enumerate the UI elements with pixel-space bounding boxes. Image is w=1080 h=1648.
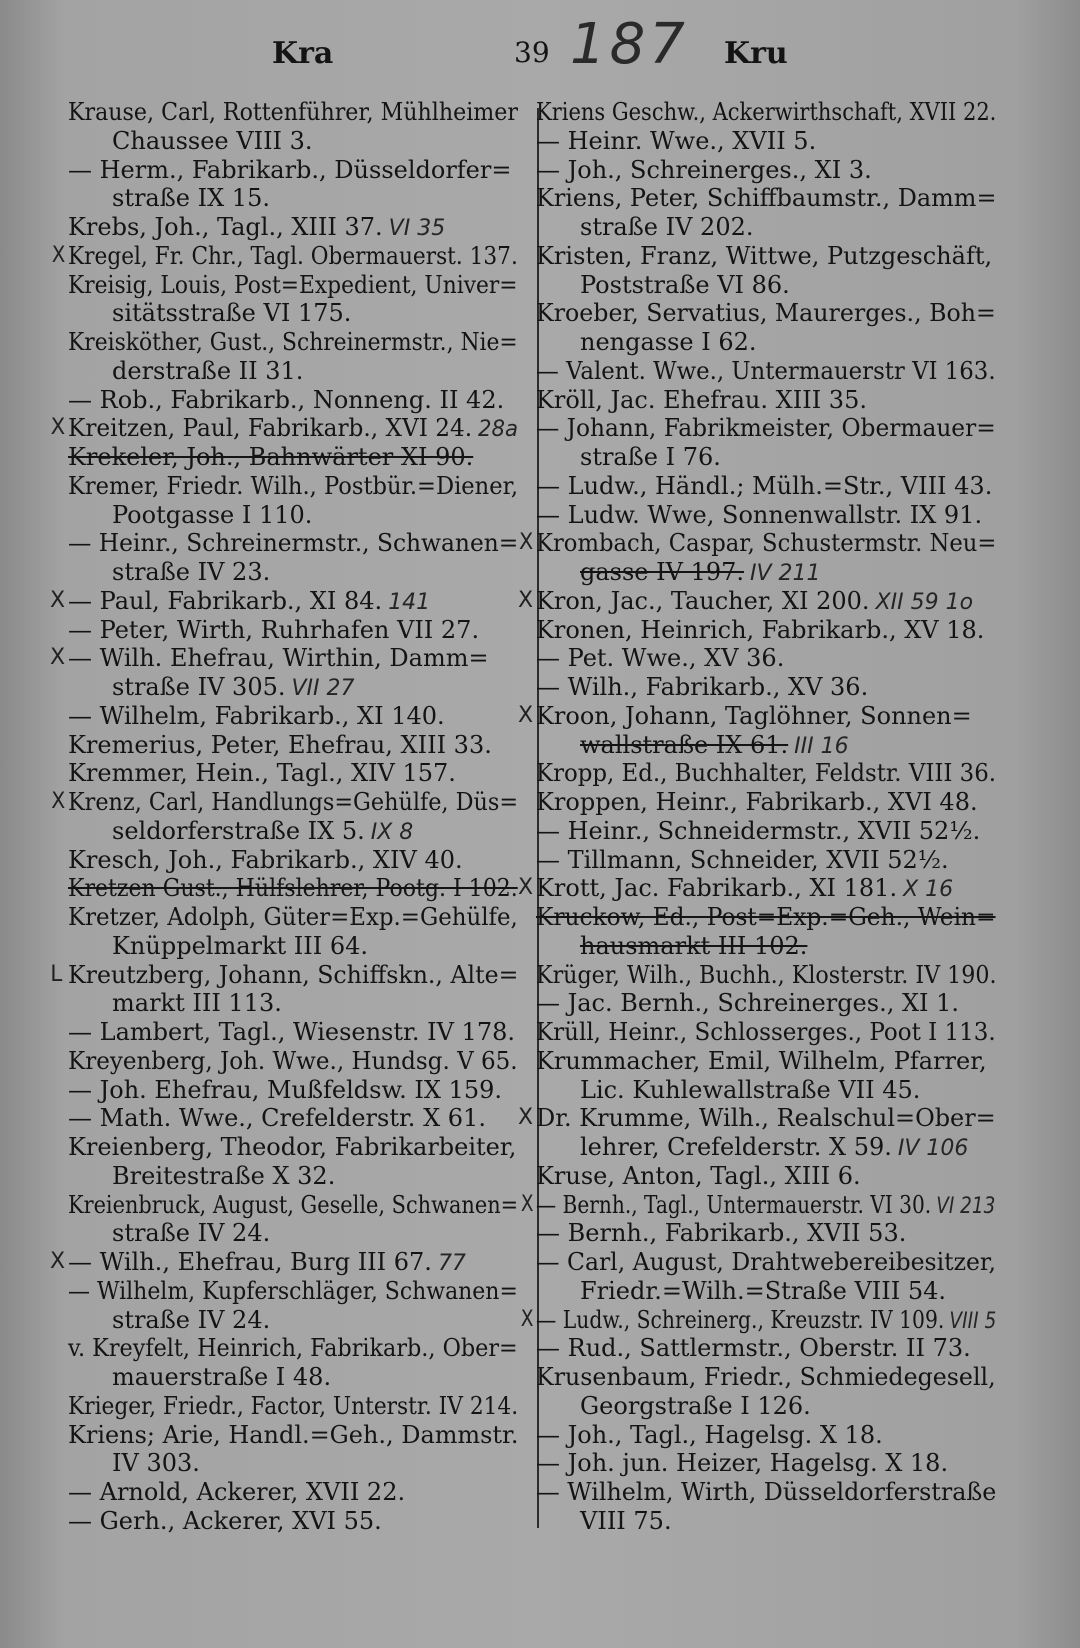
- entry-text: Krause, Carl, Rottenführer, Mühlheimer: [68, 98, 518, 126]
- entry-text: — Wilh. Ehefrau, Wirthin, Damm=: [68, 644, 489, 673]
- directory-entry-line: [68, 443, 518, 472]
- directory-entry-line: [50, 414, 519, 443]
- directory-entry-line: [536, 644, 996, 673]
- directory-entry-line: [536, 1248, 996, 1277]
- entry-text: — Joh., Schreinerges., XI 3.: [536, 155, 872, 184]
- directory-entry-line: [520, 1305, 997, 1335]
- directory-entry-line: [68, 1162, 518, 1191]
- directory-entry-line: [536, 184, 997, 213]
- entry-text: Kreyenberg, Joh. Wwe., Hundsg. V 65.: [68, 1046, 518, 1075]
- entry-text: seldorferstraße IX 5.: [112, 816, 365, 845]
- margin-mark: X: [51, 789, 66, 814]
- directory-entry-line: [50, 960, 519, 990]
- directory-entry-line: [520, 1190, 996, 1220]
- directory-entry-line: [68, 529, 519, 558]
- directory-entry-line: [536, 271, 996, 300]
- handwritten-annotation: 141: [388, 589, 431, 615]
- entry-text: Chaussee VIII 3.: [112, 126, 313, 155]
- entry-text: straße IV 24.: [112, 1219, 271, 1248]
- directory-entry-line: [68, 1219, 518, 1248]
- entry-text: — Carl, August, Drahtwebereibesitzer,: [536, 1248, 996, 1276]
- handwritten-annotation: VII 27: [291, 676, 355, 701]
- entry-text: Krebs, Joh., Tagl., XIII 37.: [68, 213, 383, 241]
- entry-text: Kremerius, Peter, Ehefrau, XIII 33.: [68, 730, 492, 759]
- handwritten-annotation: IV 106: [897, 1136, 969, 1161]
- handwritten-annotation: VI 213: [936, 1193, 996, 1219]
- entry-text: — Valent. Wwe., Untermauerstr VI 163.: [536, 356, 996, 385]
- margin-mark: X: [50, 587, 66, 613]
- directory-entry-line: [536, 328, 996, 357]
- entry-text: Pootgasse I 110.: [112, 500, 313, 529]
- entry-text: — Pet. Wwe., XV 36.: [536, 644, 785, 673]
- entry-text: Friedr.=Wilh.=Straße VIII 54.: [580, 1276, 947, 1305]
- entry-text: — Ludw. Wwe, Sonnenwallstr. IX 91.: [536, 500, 983, 529]
- directory-entry-line: [536, 1334, 996, 1363]
- entry-text: — Math. Wwe., Crefelderstr. X 61.: [68, 1104, 486, 1133]
- margin-mark: X: [518, 587, 534, 613]
- entry-text: — Tillmann, Schneider, XVII 52½.: [536, 845, 949, 874]
- directory-entry-line: [536, 903, 996, 932]
- directory-entry-line: [68, 673, 518, 702]
- directory-entry-line: [68, 1421, 517, 1450]
- entry-text: — Wilh., Fabrikarb., XV 36.: [536, 673, 869, 701]
- entry-text: Kresch, Joh., Fabrikarb., XIV 40.: [68, 845, 463, 874]
- entry-text: markt III 113.: [112, 989, 282, 1018]
- page-number: 39: [514, 36, 550, 69]
- entry-text: — Jac. Bernh., Schreinerges., XI 1.: [536, 989, 960, 1018]
- entry-text: — Joh. jun. Heizer, Hagelsg. X 18.: [536, 1449, 949, 1478]
- directory-entry-line: [536, 356, 996, 386]
- entry-text: Kretzer, Adolph, Güter=Exp.=Gehülfe,: [68, 903, 518, 931]
- entry-text: — Ludw., Schreinerg., Kreuzstr. IV 109.: [536, 1305, 945, 1334]
- entry-text: — Rob., Fabrikarb., Nonneng. II 42.: [68, 385, 505, 414]
- directory-entry-line: [68, 1104, 518, 1133]
- directory-entry-line: [536, 616, 996, 645]
- directory-entry-line: [536, 1219, 996, 1248]
- header-right-keyword: Kru: [724, 36, 788, 71]
- directory-entry-line: [536, 1363, 996, 1392]
- entry-text: Krusenbaum, Friedr., Schmiedegesell,: [536, 1363, 996, 1391]
- entry-text: Kregel, Fr. Chr., Tagl. Obermauerst. 137.: [68, 241, 518, 270]
- directory-entry-line: [68, 156, 518, 185]
- directory-entry-line: [68, 1133, 518, 1162]
- directory-entry-line: [536, 472, 996, 501]
- entry-text: — Lambert, Tagl., Wiesenstr. IV 178.: [68, 1018, 515, 1046]
- margin-mark: X: [518, 702, 534, 728]
- handwritten-annotation: X 16: [903, 877, 954, 903]
- entry-text: Kruse, Anton, Tagl., XIII 6.: [536, 1161, 861, 1190]
- entry-text: Krüger, Wilh., Buchh., Klosterstr. IV 190.: [536, 960, 997, 989]
- directory-entry-line: [518, 586, 996, 616]
- entry-text: wallstraße IX 61.: [580, 730, 789, 759]
- directory-entry-line: [68, 903, 518, 932]
- handwritten-annotation: 77: [437, 1251, 466, 1276]
- entry-text: Krüll, Heinr., Schlosserges., Poot I 113.: [536, 1018, 996, 1046]
- directory-entry-line: [68, 299, 518, 328]
- entry-text: Kriens; Arie, Handl.=Geh., Dammstr.: [68, 1420, 519, 1449]
- directory-entry-line: [536, 501, 996, 530]
- directory-entry-line: [536, 1421, 996, 1450]
- entry-text: Krummacher, Emil, Wilhelm, Pfarrer,: [536, 1046, 987, 1075]
- directory-entry-line: [536, 1478, 997, 1507]
- entry-text: — Herm., Fabrikarb., Düsseldorfer=: [68, 155, 512, 184]
- page-header: [0, 12, 1080, 90]
- entry-text: v. Kreyfelt, Heinrich, Fabrikarb., Ober=: [68, 1334, 518, 1363]
- entry-text: — Wilh., Ehefrau, Burg III 67.: [68, 1248, 432, 1276]
- entry-text: sitätsstraße VI 175.: [112, 299, 352, 328]
- directory-entry-line: [68, 932, 518, 961]
- entry-text: — Paul, Fabrikarb., XI 84.: [68, 586, 383, 615]
- entry-text: Georgstraße I 126.: [580, 1391, 811, 1420]
- directory-entry-line: [536, 989, 996, 1018]
- directory-entry-line: [50, 1248, 518, 1277]
- entry-text: — Gerh., Ackerer, XVI 55.: [68, 1506, 382, 1535]
- directory-entry-line: [68, 846, 518, 875]
- entry-text: Kroppen, Heinr., Fabrikarb., XVI 48.: [536, 788, 978, 816]
- header-left-keyword: Kra: [272, 36, 334, 71]
- entry-text: — Wilhelm, Wirth, Düsseldorferstraße: [536, 1478, 997, 1506]
- entry-text: — Ludw., Händl.; Mülh.=Str., VIII 43.: [536, 471, 993, 500]
- directory-entry-line: [68, 328, 518, 357]
- entry-text: — Rud., Sattlermstr., Oberstr. II 73.: [536, 1334, 971, 1363]
- entry-text: Knüppelmarkt III 64.: [112, 931, 369, 960]
- directory-entry-line: [536, 932, 996, 961]
- entry-text: Kremer, Friedr. Wilh., Postbür.=Diener,: [68, 471, 519, 500]
- directory-entry-line: [536, 1392, 996, 1421]
- directory-entry-line: [536, 1507, 996, 1536]
- directory-entry-line: [68, 1076, 518, 1105]
- entry-text: Kropp, Ed., Buchhalter, Feldstr. VIII 36.: [536, 759, 996, 788]
- directory-entry-line: [536, 1076, 996, 1105]
- entry-text: — Johann, Fabrikmeister, Obermauer=: [536, 414, 996, 443]
- directory-entry-line: [536, 1162, 996, 1191]
- entry-text: straße IV 24.: [112, 1305, 271, 1334]
- margin-mark: L: [50, 961, 63, 987]
- directory-entry-line: [68, 1306, 518, 1335]
- directory-entry-line: [68, 213, 518, 242]
- directory-entry-line: [51, 788, 519, 817]
- entry-text: Kruckow, Ed., Post=Exp.=Geh., Wein=: [536, 903, 996, 931]
- directory-entry-line: [68, 1449, 518, 1478]
- entry-text: Kröll, Jac. Ehefrau. XIII 35.: [536, 385, 867, 414]
- entry-text: — Arnold, Ackerer, XVII 22.: [68, 1478, 406, 1506]
- entry-text: VIII 75.: [580, 1506, 672, 1535]
- entry-text: Kreienberg, Theodor, Fabrikarbeiter,: [68, 1133, 517, 1161]
- entry-text: Kronen, Heinrich, Fabrikarb., XV 18.: [536, 615, 985, 644]
- directory-entry-line: [536, 386, 996, 415]
- margin-mark: X: [50, 1249, 66, 1274]
- directory-entry-line: [536, 242, 996, 271]
- entry-text: straße IV 23.: [112, 558, 271, 586]
- directory-entry-line: [68, 386, 518, 415]
- directory-entry-line: [536, 127, 996, 156]
- directory-entry-line: [536, 299, 996, 328]
- entry-text: Kremmer, Hein., Tagl., XIV 157.: [68, 759, 456, 788]
- directory-entry-line: [536, 846, 996, 875]
- directory-entry-line: [68, 817, 518, 846]
- entry-text: — Joh., Tagl., Hagelsg. X 18.: [536, 1420, 883, 1449]
- entry-text: Breitestraße X 32.: [112, 1161, 336, 1190]
- entry-text: Kreisköther, Gust., Schreinermstr., Nie=: [68, 328, 518, 356]
- entry-text: Kreutzberg, Johann, Schiffskn., Alte=: [68, 960, 519, 989]
- margin-mark: X: [518, 875, 534, 901]
- handwritten-annotation: VIII 5: [949, 1308, 997, 1334]
- directory-entry-line: [536, 443, 996, 472]
- entry-text: Kreitzen, Paul, Fabrikarb., XVI 24.: [68, 414, 473, 443]
- directory-entry-line: [68, 558, 518, 587]
- entry-text: straße IV 305.: [112, 673, 286, 701]
- entry-text: Kron, Jac., Taucher, XI 200.: [536, 586, 870, 615]
- directory-entry-line: [68, 270, 518, 300]
- entry-text: Kreisig, Louis, Post=Expedient, Univer=: [68, 270, 518, 299]
- directory-entry-line: [68, 184, 518, 213]
- entry-text: lehrer, Crefelderstr. X 59.: [580, 1133, 892, 1161]
- entry-text: straße I 76.: [580, 443, 721, 471]
- entry-text: — Heinr., Schreinermstr., Schwanen=: [68, 529, 519, 558]
- directory-entry-line: [536, 213, 996, 242]
- left-column: [50, 98, 519, 1536]
- entry-text: nengasse I 62.: [580, 328, 757, 356]
- directory-entry-line: [536, 1449, 996, 1478]
- entry-text: — Bernh., Fabrikarb., XVII 53.: [536, 1219, 907, 1248]
- directory-entry-line: [50, 586, 518, 616]
- directory-entry-line: [536, 673, 996, 702]
- directory-entry-line: [68, 1190, 519, 1220]
- entry-text: — Peter, Wirth, Ruhrhafen VII 27.: [68, 615, 480, 644]
- margin-mark: X: [520, 1306, 534, 1332]
- handwritten-page-number: 187: [570, 12, 689, 77]
- entry-text: — Wilhelm, Fabrikarb., XI 140.: [68, 701, 445, 730]
- directory-entry-line: [536, 98, 997, 127]
- handwritten-annotation: 28a: [477, 417, 519, 443]
- entry-text: Krekeler, Joh., Bahnwärter XI 90.: [68, 443, 474, 471]
- entry-text: Kreienbruck, August, Geselle, Schwanen=: [68, 1190, 519, 1219]
- handwritten-annotation: VI 35: [388, 216, 446, 241]
- directory-entry-line: [68, 98, 518, 127]
- entry-text: Kretzen Gust., Hülfslehrer, Pootg. I 102.: [68, 874, 518, 903]
- entry-text: — Bernh., Tagl., Untermauerstr. VI 30.: [536, 1190, 932, 1219]
- directory-entry-line: [68, 731, 518, 760]
- margin-mark: X: [518, 1105, 534, 1131]
- directory-entry-line: [68, 1046, 518, 1076]
- directory-entry-line: [68, 1507, 518, 1536]
- directory-entry-line: [518, 529, 997, 558]
- directory-entry-line: [536, 1047, 996, 1076]
- directory-entry-line: [68, 616, 518, 645]
- directory-entry-line: [68, 989, 518, 1018]
- entry-text: straße IX 15.: [112, 184, 270, 213]
- right-column: [518, 98, 997, 1536]
- directory-entry-line: [536, 558, 996, 587]
- directory-entry-line: [536, 414, 996, 443]
- handwritten-annotation: XII 59 1o: [875, 589, 974, 615]
- entry-text: mauerstraße I 48.: [112, 1363, 332, 1391]
- directory-entry-line: [68, 874, 518, 903]
- handwritten-annotation: III 16: [794, 733, 849, 759]
- directory-entry-line: [68, 501, 518, 530]
- entry-text: derstraße II 31.: [112, 356, 304, 385]
- entry-text: Kroeber, Servatius, Maurerges., Boh=: [536, 299, 996, 328]
- directory-entry-line: [68, 702, 518, 731]
- directory-entry-line: [536, 1277, 996, 1306]
- margin-mark: X: [50, 645, 66, 671]
- directory-entry-line: [50, 644, 518, 673]
- directory-entry-line: [518, 874, 996, 903]
- directory-entry-line: [536, 1018, 996, 1047]
- entry-text: Kristen, Franz, Wittwe, Putzgeschäft,: [536, 241, 993, 270]
- handwritten-annotation: IX 8: [370, 819, 414, 845]
- entry-text: Lic. Kuhlewallstraße VII 45.: [580, 1075, 921, 1104]
- directory-entry-line: [68, 357, 518, 386]
- directory-entry-line: [518, 701, 996, 731]
- entry-text: straße IV 202.: [580, 213, 754, 241]
- directory-entry-line: [68, 471, 519, 501]
- directory-entry-line: [536, 788, 996, 817]
- directory-entry-line: [68, 1334, 518, 1363]
- entry-text: Kriens Geschw., Ackerwirthschaft, XVII 22.: [536, 98, 997, 126]
- entry-text: gasse IV 197.: [580, 558, 745, 586]
- directory-entry-line: [536, 817, 996, 846]
- entry-text: Poststraße VI 86.: [580, 270, 790, 299]
- directory-entry-line: [68, 1276, 518, 1306]
- entry-text: Krieger, Friedr., Factor, Unterstr. IV 214.: [68, 1391, 519, 1420]
- directory-entry-line: [536, 1133, 996, 1162]
- entry-text: Dr. Krumme, Wilh., Realschul=Ober=: [536, 1104, 996, 1133]
- directory-entry-line: [536, 759, 996, 788]
- directory-entry-line: [68, 1391, 519, 1421]
- directory-entry-line: [536, 731, 996, 760]
- margin-mark: X: [50, 415, 66, 441]
- entry-text: hausmarkt III 102.: [580, 931, 808, 960]
- directory-entry-line: [68, 1018, 518, 1047]
- entry-text: — Heinr. Wwe., XVII 5.: [536, 126, 817, 155]
- directory-entry-line: [536, 156, 996, 185]
- directory-entry-line: [68, 127, 518, 156]
- directory-entry-line: [518, 1104, 996, 1133]
- entry-text: Krombach, Caspar, Schustermstr. Neu=: [536, 529, 997, 558]
- entry-text: Krenz, Carl, Handlungs=Gehülfe, Düs=: [68, 788, 519, 816]
- entry-text: Krott, Jac. Fabrikarb., XI 181.: [536, 874, 898, 903]
- directory-entry-line: [68, 1478, 518, 1507]
- margin-mark: X: [518, 530, 534, 556]
- handwritten-annotation: IV 211: [750, 561, 821, 586]
- margin-mark: X: [520, 1191, 534, 1217]
- entry-text: — Joh. Ehefrau, Mußfeldsw. IX 159.: [68, 1075, 503, 1104]
- margin-mark: X: [51, 242, 66, 268]
- entry-text: Kriens, Peter, Schiffbaumstr., Damm=: [536, 184, 997, 213]
- directory-entry-line: [536, 960, 997, 990]
- directory-entry-line: [68, 1363, 518, 1392]
- entry-text: Kroon, Johann, Taglöhner, Sonnen=: [536, 701, 972, 730]
- entry-text: — Wilhelm, Kupferschläger, Schwanen=: [68, 1276, 518, 1305]
- directory-entry-line: [51, 241, 518, 271]
- directory-entry-line: [68, 759, 518, 788]
- entry-text: — Heinr., Schneidermstr., XVII 52½.: [536, 816, 981, 845]
- entry-text: IV 303.: [112, 1449, 200, 1478]
